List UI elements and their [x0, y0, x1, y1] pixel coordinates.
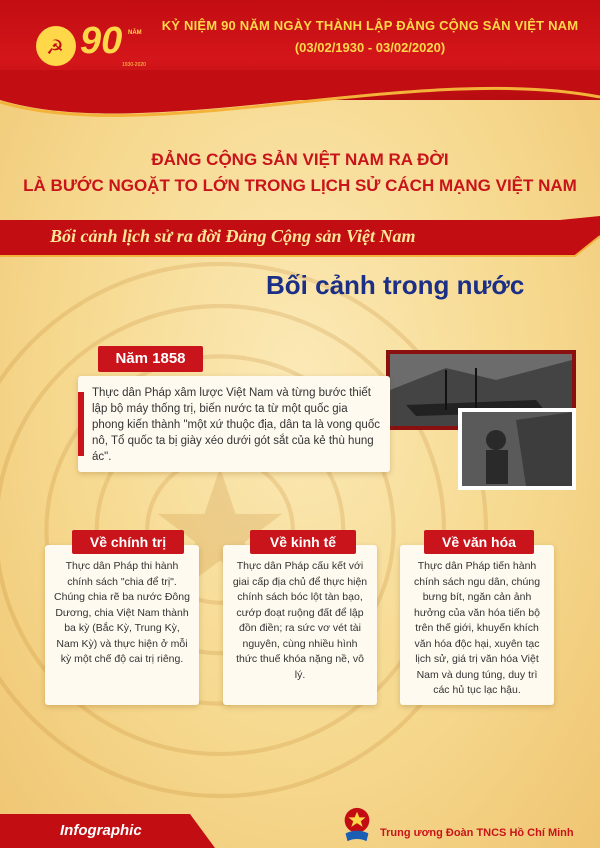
culture-tag: Về văn hóa	[424, 530, 534, 554]
economy-tag: Về kinh tế	[250, 530, 356, 554]
politics-text: Thực dân Pháp thi hành chính sách "chia để trị". Chúng chia rẽ ba nước Đông Dương, chia Việt Nam thành ba kỳ (Bắc Kỳ, Trung Kỳ, Nam Kỳ) và thực hiện ở mỗi kỳ một chế độ cai trị riêng.	[54, 560, 190, 665]
politics-card	[45, 545, 199, 705]
culture-card	[400, 545, 554, 705]
economy-text: Thực dân Pháp cấu kết với giai cấp địa chủ để thực hiện chính sách bóc lột tàn bạo, cướp đoạt ruộng đất để lập đồn điền; ra sức vơ vét tài nguyên, cùng nhiều hình thức thuế khóa nặng nề, vô lý.	[232, 560, 368, 681]
header-title: KỶ NIỆM 90 NĂM NGÀY THÀNH LẬP ĐẢNG CỘNG SẢN VIỆT NAM	[161, 18, 579, 33]
anniversary-logo	[30, 16, 160, 76]
politics-tag: Về chính trị	[72, 530, 184, 554]
logo-years: 1930-2020	[122, 62, 146, 68]
ribbon-text: Bối cảnh lịch sử ra đời Đảng Cộng sản Việt Nam	[50, 226, 416, 246]
economy-card	[223, 545, 377, 705]
logo-small: NĂM	[128, 30, 142, 36]
main-title-line2: LÀ BƯỚC NGOẶT TO LỚN TRONG LỊCH SỬ CÁCH MẠNG VIỆT NAM	[23, 176, 577, 195]
logo-number: 90	[80, 20, 123, 62]
historical-photos	[386, 350, 576, 490]
organization-name: Trung ương Đoàn TNCS Hồ Chí Minh	[380, 827, 574, 839]
culture-text: Thực dân Pháp tiến hành chính sách ngu dân, chúng bưng bít, ngăn cản ảnh hưởng của văn hóa tiến bộ trên thế giới, khuyến khích văn hóa độc hại, xuyên tạc lịch sử, giá trị văn hóa Việt Nam và dung túng, duy trì các hủ tục lạc hậu.	[413, 560, 541, 696]
header-dates: (03/02/1930 - 03/02/2020)	[294, 40, 446, 55]
year-tag: Năm 1858	[98, 346, 203, 372]
footer-infographic-label: Infographic	[60, 822, 142, 839]
main-context-text: Thực dân Pháp xâm lược Việt Nam và từng bước thiết lập bộ máy thống trị, biến nước ta từ một quốc gia phong kiến thành "một xứ thuộc địa, dân ta là vong quốc nô, Tổ quốc ta bị giày xéo dưới gót sắt của kẻ thù hung ác".	[92, 387, 380, 463]
main-context-card	[78, 376, 390, 472]
section-heading	[262, 270, 528, 301]
card-accent-bar	[78, 392, 84, 456]
section-heading-text: Bối cảnh trong nước	[266, 270, 525, 300]
youth-union-logo	[338, 805, 376, 845]
svg-text:☭: ☭	[46, 35, 64, 59]
main-title-line1: ĐẢNG CỘNG SẢN VIỆT NAM RA ĐỜI	[151, 150, 449, 169]
header-wave	[0, 70, 600, 140]
